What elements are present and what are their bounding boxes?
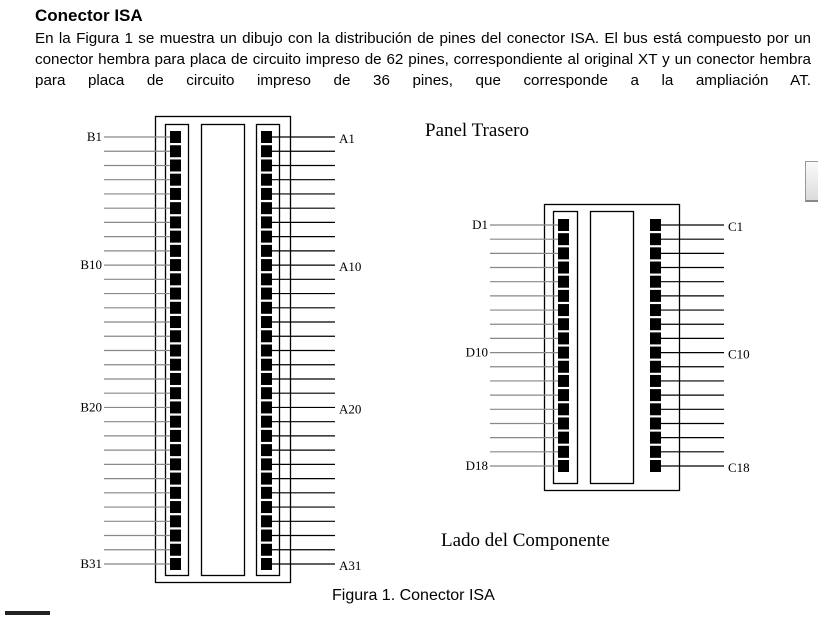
xt-left-pin xyxy=(170,387,181,399)
xt-right-pin xyxy=(261,544,272,556)
xt-left-pin xyxy=(170,373,181,385)
pin-label-b31: B31 xyxy=(80,556,102,571)
xt-right-pin xyxy=(261,159,272,171)
xt-left-pin xyxy=(170,316,181,328)
at-left-pin xyxy=(558,290,569,302)
xt-right-pin xyxy=(261,345,272,357)
at-right-pin xyxy=(650,389,661,401)
xt-right-pin xyxy=(261,373,272,385)
pin-label-b10: B10 xyxy=(80,257,102,273)
at-right-pin xyxy=(650,276,661,288)
xt-right-pin xyxy=(261,131,272,143)
xt-left-pin xyxy=(170,359,181,371)
at-left-pin xyxy=(558,389,569,401)
at-left-pin xyxy=(558,446,569,458)
at-right-pin xyxy=(650,446,661,458)
xt-right-pin xyxy=(261,558,272,570)
body-paragraph: En la Figura 1 se muestra un dibujo con la distribución de pines del conector ISA. El bus está compuesto por un conector hembra para placa de circuito impreso de 62 pines, correspondiente al original XT y un conector hembra para placa de circuito impreso de 36 pines, que corresponde a la ampliación AT. xyxy=(35,30,811,89)
xt-right-pin xyxy=(261,401,272,413)
xt-left-pin xyxy=(170,530,181,542)
panel-trasero-label: Panel Trasero xyxy=(425,120,529,141)
xt-right-pin xyxy=(261,458,272,470)
pin-label-c10: C10 xyxy=(728,346,750,362)
at-left-pin xyxy=(558,375,569,387)
xt-left-pin xyxy=(170,159,181,171)
xt-right-pin xyxy=(261,501,272,513)
xt-right-pin xyxy=(261,302,272,314)
xt-left-pin xyxy=(170,430,181,442)
at-right-pin xyxy=(650,247,661,259)
xt-right-pin xyxy=(261,188,272,200)
at-right-pin xyxy=(650,304,661,316)
pin-label-b20: B20 xyxy=(80,399,102,415)
xt-left-pin xyxy=(170,558,181,570)
at-right-pin xyxy=(650,332,661,344)
xt-right-pin xyxy=(261,487,272,499)
xt-left-pin xyxy=(170,401,181,413)
pin-label-a20: A20 xyxy=(339,401,362,417)
xt-right-pin xyxy=(261,145,272,157)
xt-left-pin xyxy=(170,273,181,285)
xt-left-pin xyxy=(170,259,181,271)
at-right-pin xyxy=(650,375,661,387)
at-right-pin xyxy=(650,290,661,302)
xt-left-pin xyxy=(170,174,181,186)
pin-label-c18: C18 xyxy=(728,460,750,475)
xt-left-pin xyxy=(170,515,181,527)
at-left-pin xyxy=(558,361,569,373)
xt-right-pin xyxy=(261,273,272,285)
at-left-pin xyxy=(558,332,569,344)
at-left-pin xyxy=(558,318,569,330)
xt-right-pin xyxy=(261,430,272,442)
xt-left-pin xyxy=(170,330,181,342)
pin-label-d18: D18 xyxy=(465,458,488,473)
figure-caption: Figura 1. Conector ISA xyxy=(332,587,495,604)
xt-left-pin xyxy=(170,216,181,228)
xt-left-pin xyxy=(170,145,181,157)
xt-right-pin xyxy=(261,288,272,300)
section-heading: Conector ISA xyxy=(35,6,143,25)
at-left-pin xyxy=(558,432,569,444)
at-right-pin xyxy=(650,262,661,274)
at-right-pin xyxy=(650,403,661,415)
xt-right-pin xyxy=(261,216,272,228)
at-right-pin xyxy=(650,417,661,429)
xt-left-pin xyxy=(170,345,181,357)
xt-center-slot xyxy=(202,125,245,576)
at-left-pin xyxy=(558,460,569,472)
xt-right-pin xyxy=(261,473,272,485)
pin-label-b1: B1 xyxy=(86,129,102,144)
xt-left-pin xyxy=(170,458,181,470)
at-left-pin xyxy=(558,304,569,316)
xt-right-pin xyxy=(261,444,272,456)
pin-label-d10: D10 xyxy=(465,344,488,360)
xt-right-pin xyxy=(261,245,272,257)
xt-right-pin xyxy=(261,530,272,542)
at-left-pin xyxy=(558,347,569,359)
pin-label-a1: A1 xyxy=(339,131,355,146)
at-right-pin xyxy=(650,318,661,330)
footnote-rule xyxy=(5,611,50,615)
xt-left-pin xyxy=(170,544,181,556)
xt-left-pin xyxy=(170,131,181,143)
xt-left-pin xyxy=(170,231,181,243)
side-scroll-button[interactable] xyxy=(805,161,818,202)
xt-left-pin xyxy=(170,245,181,257)
at-left-pin xyxy=(558,403,569,415)
at-right-pin xyxy=(650,432,661,444)
xt-left-pin xyxy=(170,288,181,300)
at-right-pin xyxy=(650,361,661,373)
pin-label-a31: A31 xyxy=(339,558,362,573)
pin-label-a10: A10 xyxy=(339,259,362,275)
xt-left-pin xyxy=(170,473,181,485)
at-left-pin xyxy=(558,262,569,274)
xt-right-pin xyxy=(261,515,272,527)
xt-right-pin xyxy=(261,330,272,342)
pin-label-c1: C1 xyxy=(728,219,744,234)
xt-right-pin xyxy=(261,259,272,271)
at-center-slot xyxy=(591,212,634,484)
at-left-pin xyxy=(558,276,569,288)
xt-left-pin xyxy=(170,487,181,499)
lado-componente-label: Lado del Componente xyxy=(441,530,610,551)
xt-right-pin xyxy=(261,359,272,371)
xt-left-pin xyxy=(170,188,181,200)
xt-left-pin xyxy=(170,202,181,214)
at-right-pin xyxy=(650,460,661,472)
xt-left-pin xyxy=(170,416,181,428)
xt-left-pin xyxy=(170,501,181,513)
at-right-pin xyxy=(650,347,661,359)
at-left-pin xyxy=(558,417,569,429)
xt-right-pin xyxy=(261,174,272,186)
xt-left-pin xyxy=(170,444,181,456)
at-left-pin xyxy=(558,219,569,231)
xt-right-pin xyxy=(261,416,272,428)
xt-left-pin xyxy=(170,302,181,314)
at-left-pin xyxy=(558,247,569,259)
at-right-pin xyxy=(650,219,661,231)
xt-right-pin xyxy=(261,231,272,243)
xt-right-pin xyxy=(261,387,272,399)
at-right-pin xyxy=(650,233,661,245)
xt-right-pin xyxy=(261,202,272,214)
pin-label-d1: D1 xyxy=(472,217,488,232)
at-left-pin xyxy=(558,233,569,245)
xt-right-pin xyxy=(261,316,272,328)
